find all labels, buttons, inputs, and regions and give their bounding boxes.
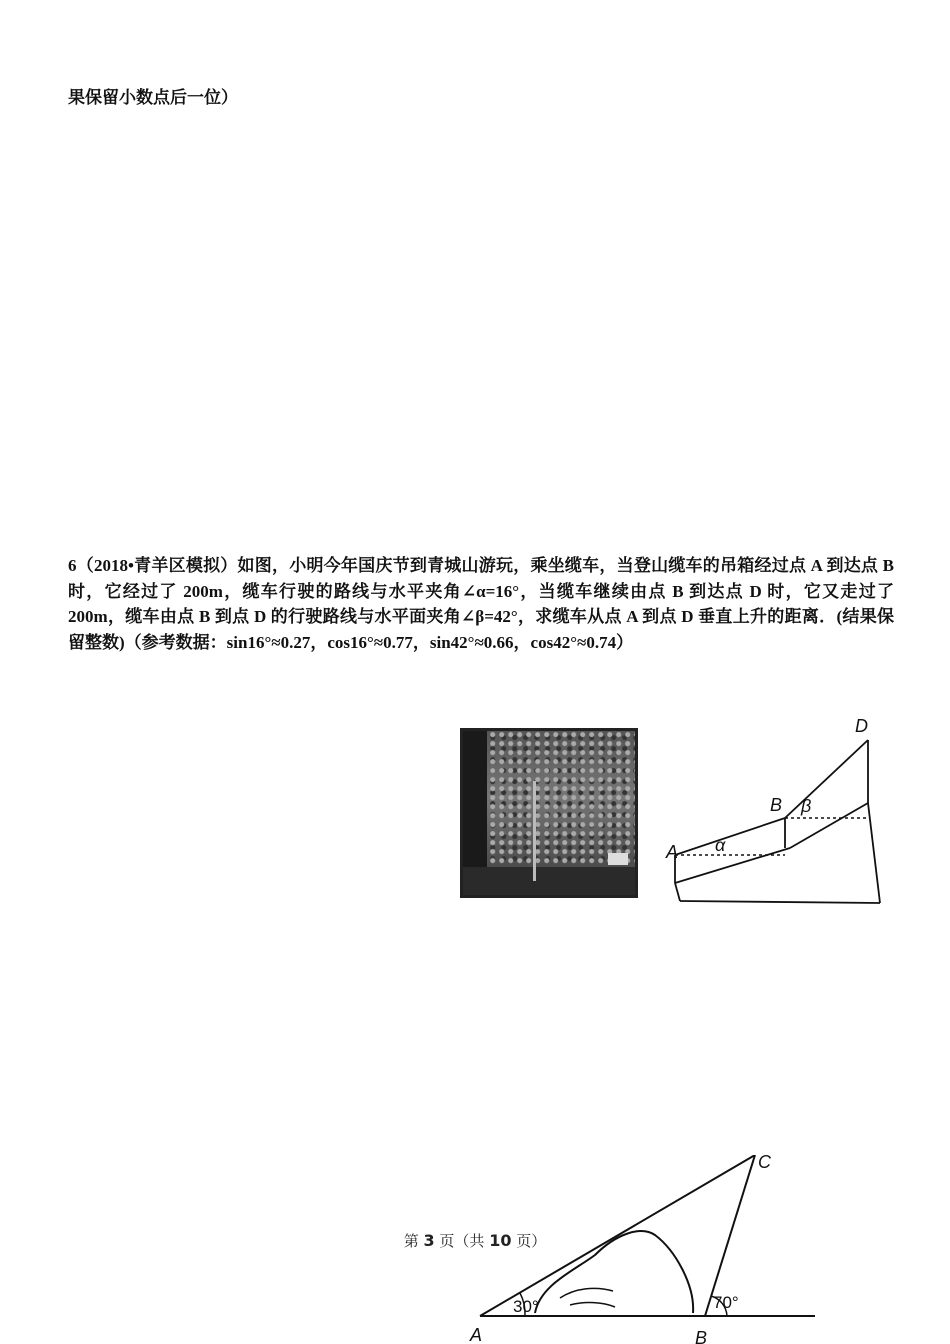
line-ab xyxy=(675,818,785,855)
footer-suffix: 页） xyxy=(516,1232,547,1250)
label-d: D xyxy=(855,716,868,736)
footer-prefix: 第 xyxy=(403,1232,419,1250)
line-bd xyxy=(785,740,868,818)
label-a: A xyxy=(666,842,679,862)
footer-mid: 页（共 xyxy=(439,1232,485,1250)
label-a: A xyxy=(470,1325,483,1344)
footer-page-number: 3 xyxy=(423,1231,435,1250)
label-beta: β xyxy=(801,796,812,816)
question-continuation: 果保留小数点后一位） xyxy=(68,88,238,107)
cable-car-diagram xyxy=(660,705,890,910)
label-c: C xyxy=(758,1155,771,1172)
page-footer xyxy=(0,1230,950,1251)
label-b: B xyxy=(770,795,783,815)
question-6-text: 6（2018•青羊区模拟）如图，小明今年国庆节到青城山游玩，乘坐缆车，当登山缆车的吊箱经过点 A 到达点 B 时，它经过了 200m，缆车行驶的路线与水平夹角∠α=16°，当缆车继续由点 B 到达点 D 时，它又走过了 200m，缆车由点 B 到点 D 的行驶路线与水平面夹角∠β=42°，求缆车从点 A 到点 D 垂直上升的距离．(结果保留整数)（参考数据：sin16°≈0.27，cos16°≈0.77，sin42°≈0.66，cos42°≈0.74） xyxy=(68,556,894,652)
footer-total-pages: 10 xyxy=(489,1231,512,1250)
label-b: B xyxy=(695,1328,708,1344)
label-angle-30: 30° xyxy=(513,1297,539,1316)
label-angle-70: 70° xyxy=(713,1293,739,1312)
label-alpha: α xyxy=(715,835,726,855)
cable-car-photo xyxy=(460,728,638,898)
